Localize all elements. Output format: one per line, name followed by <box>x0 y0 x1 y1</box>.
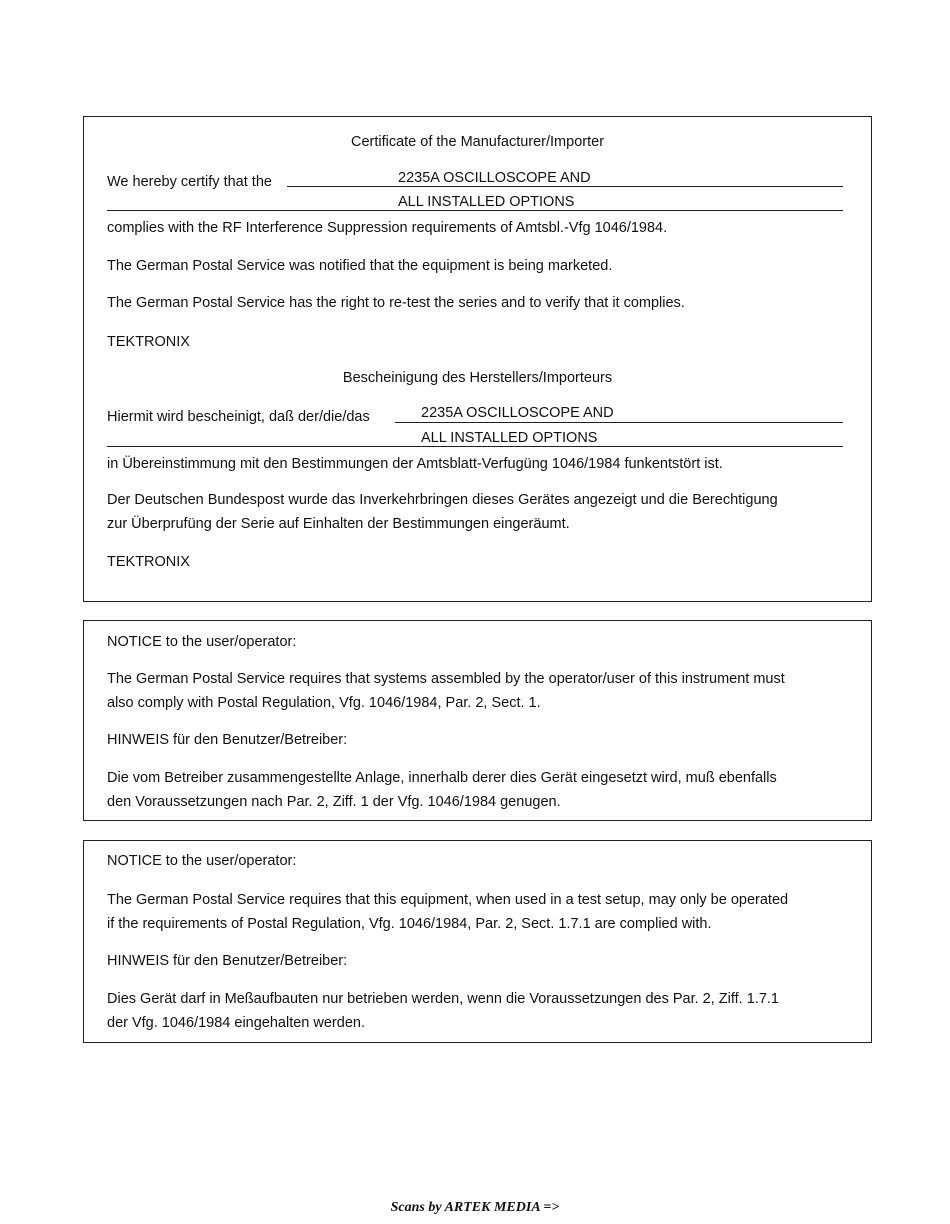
notice-1-hinweis-line2: den Voraussetzungen nach Par. 2, Ziff. 1 der Vfg. 1046/1984 genugen. <box>107 794 561 810</box>
notified-text-en: The German Postal Service was notified that the equipment is being marketed. <box>107 258 613 274</box>
notice-2-body-line1: The German Postal Service requires that this equipment, when used in a test setup, may only be operated <box>107 892 789 908</box>
complies-text-en: complies with the RF Interference Suppression requirements of Amtsbl.-Vfg 1046/1984. <box>107 220 668 236</box>
product-line1-de: 2235A OSCILLOSCOPE AND <box>421 405 614 421</box>
notice-2-hinweis-line2: der Vfg. 1046/1984 eingehalten werden. <box>107 1015 365 1031</box>
notice-2-hinweis-line1: Dies Gerät darf in Meßaufbauten nur betrieben werden, wenn die Voraussetzungen des Par. 2, Ziff. 1.7.1 <box>107 991 779 1007</box>
notice-1-hinweis-line1: Die vom Betreiber zusammengestellte Anlage, innerhalb derer dies Gerät eingesetzt wird, muß ebenfalls <box>107 770 777 786</box>
complies-text-de: in Übereinstimmung mit den Bestimmungen der Amtsblatt-Verfugüng 1046/1984 funkentstört ist. <box>107 456 723 472</box>
notice-2-hinweis-heading: HINWEIS für den Benutzer/Betreiber: <box>107 953 348 969</box>
notice-1-body-line1: The German Postal Service requires that systems assembled by the operator/user of this instrument must <box>107 671 785 687</box>
notice-1-body-line2: also comply with Postal Regulation, Vfg. 1046/1984, Par. 2, Sect. 1. <box>107 695 541 711</box>
retest-text-en: The German Postal Service has the right to re-test the series and to verify that it complies. <box>107 295 685 311</box>
notice-1-heading: NOTICE to the user/operator: <box>107 634 297 650</box>
notice-2-body-line2: if the requirements of Postal Regulation, Vfg. 1046/1984, Par. 2, Sect. 1.7.1 are complied with. <box>107 916 712 932</box>
notice-box-2 <box>83 840 872 1043</box>
bundespost-text-line1: Der Deutschen Bundespost wurde das Inverkehrbringen dieses Gerätes angezeigt und die Berechtigung <box>107 492 778 508</box>
product-line1-en: 2235A OSCILLOSCOPE AND <box>398 170 591 186</box>
bundespost-text-line2: zur Überprufüng der Serie auf Einhalten der Bestimmungen eingeräumt. <box>107 516 570 532</box>
notice-1-hinweis-heading: HINWEIS für den Benutzer/Betreiber: <box>107 732 348 748</box>
company-name-en: TEKTRONIX <box>107 334 190 350</box>
product-underline-1-de <box>395 422 843 423</box>
product-line2-de: ALL INSTALLED OPTIONS <box>421 430 598 446</box>
certificate-title-en: Certificate of the Manufacturer/Importer <box>350 134 605 150</box>
certificate-title-de: Bescheinigung des Herstellers/Importeurs <box>342 370 613 386</box>
company-name-de: TEKTRONIX <box>107 554 190 570</box>
product-line2-en: ALL INSTALLED OPTIONS <box>398 194 575 210</box>
scan-credit: Scans by ARTEK MEDIA => <box>390 1200 560 1215</box>
certify-prefix-en: We hereby certify that the <box>107 174 272 190</box>
certify-prefix-de: Hiermit wird bescheinigt, daß der/die/das <box>107 409 370 425</box>
notice-2-heading: NOTICE to the user/operator: <box>107 853 297 869</box>
